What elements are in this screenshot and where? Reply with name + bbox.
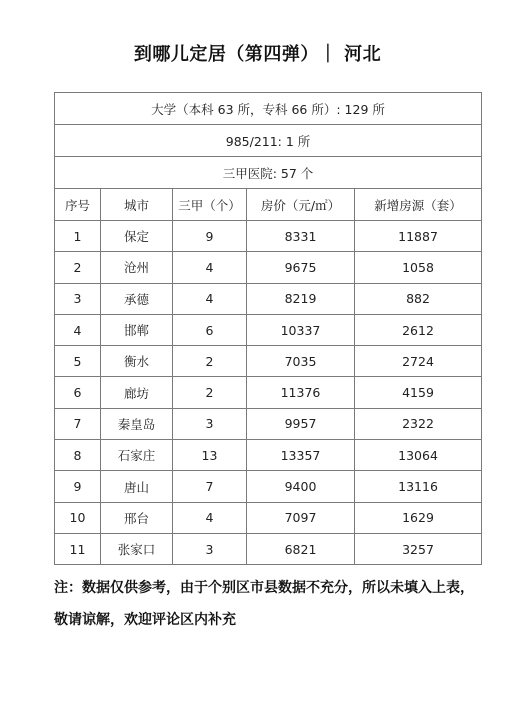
cell-price: 7035 (247, 346, 355, 377)
table-row (55, 502, 482, 533)
cell-price: 13357 (247, 440, 355, 471)
key-universities-summary: 985/211: 1 所 (55, 125, 482, 157)
cell-price: 9400 (247, 471, 355, 502)
cell-city: 邯郸 (101, 314, 173, 345)
table-row (55, 533, 482, 564)
table-row (55, 440, 482, 471)
cell-hospitals: 4 (173, 252, 247, 283)
cell-index: 3 (55, 283, 101, 314)
table-row (55, 283, 482, 314)
cell-index: 4 (55, 314, 101, 345)
cell-city: 秦皇岛 (101, 408, 173, 439)
top-hospitals-summary: 三甲医院: 57 个 (55, 157, 482, 189)
cell-new-listings: 4159 (355, 377, 482, 408)
cell-hospitals: 2 (173, 346, 247, 377)
cell-hospitals: 3 (173, 408, 247, 439)
header-city: 城市 (101, 189, 173, 221)
cell-price: 8219 (247, 283, 355, 314)
cell-index: 10 (55, 502, 101, 533)
cell-new-listings: 2322 (355, 408, 482, 439)
cell-hospitals: 4 (173, 502, 247, 533)
cell-city: 唐山 (101, 471, 173, 502)
cell-price: 6821 (247, 533, 355, 564)
cell-new-listings: 2724 (355, 346, 482, 377)
cell-index: 11 (55, 533, 101, 564)
table-header-row (55, 189, 482, 221)
cell-price: 11376 (247, 377, 355, 408)
cell-city: 沧州 (101, 252, 173, 283)
table-row (55, 346, 482, 377)
cell-index: 2 (55, 252, 101, 283)
cell-hospitals: 7 (173, 471, 247, 502)
cell-new-listings: 11887 (355, 221, 482, 252)
cell-new-listings: 1058 (355, 252, 482, 283)
cell-hospitals: 9 (173, 221, 247, 252)
cell-price: 9675 (247, 252, 355, 283)
table-row (55, 408, 482, 439)
table-row (55, 221, 482, 252)
cell-new-listings: 2612 (355, 314, 482, 345)
cell-city: 石家庄 (101, 440, 173, 471)
cell-hospitals: 3 (173, 533, 247, 564)
cell-price: 10337 (247, 314, 355, 345)
cell-city: 廊坊 (101, 377, 173, 408)
cell-hospitals: 2 (173, 377, 247, 408)
cell-price: 9957 (247, 408, 355, 439)
cell-price: 8331 (247, 221, 355, 252)
cell-new-listings: 13064 (355, 440, 482, 471)
cell-city: 衡水 (101, 346, 173, 377)
city-data-table (54, 92, 482, 565)
cell-index: 9 (55, 471, 101, 502)
cell-hospitals: 13 (173, 440, 247, 471)
cell-price: 7097 (247, 502, 355, 533)
cell-new-listings: 3257 (355, 533, 482, 564)
header-price: 房价（元/㎡） (247, 189, 355, 221)
cell-city: 承德 (101, 283, 173, 314)
cell-city: 张家口 (101, 533, 173, 564)
header-new-listings: 新增房源（套） (355, 189, 482, 221)
universities-summary: 大学（本科 63 所，专科 66 所）: 129 所 (55, 93, 482, 125)
cell-new-listings: 1629 (355, 502, 482, 533)
table-row (55, 471, 482, 502)
cell-new-listings: 882 (355, 283, 482, 314)
header-index: 序号 (55, 189, 101, 221)
cell-index: 5 (55, 346, 101, 377)
cell-index: 1 (55, 221, 101, 252)
table-row (55, 314, 482, 345)
page-title: 到哪儿定居（第四弹）｜ 河北 (133, 44, 382, 65)
cell-new-listings: 13116 (355, 471, 482, 502)
cell-city: 保定 (101, 221, 173, 252)
header-hospitals: 三甲（个） (173, 189, 247, 221)
footnote: 注：数据仅供参考，由于个别区市县数据不充分，所以未填入上表，敬请谅解，欢迎评论区内补充 (54, 580, 474, 628)
cell-city: 邢台 (101, 502, 173, 533)
table-row (55, 252, 482, 283)
cell-index: 8 (55, 440, 101, 471)
cell-index: 6 (55, 377, 101, 408)
cell-hospitals: 6 (173, 314, 247, 345)
table-row (55, 377, 482, 408)
cell-index: 7 (55, 408, 101, 439)
cell-hospitals: 4 (173, 283, 247, 314)
